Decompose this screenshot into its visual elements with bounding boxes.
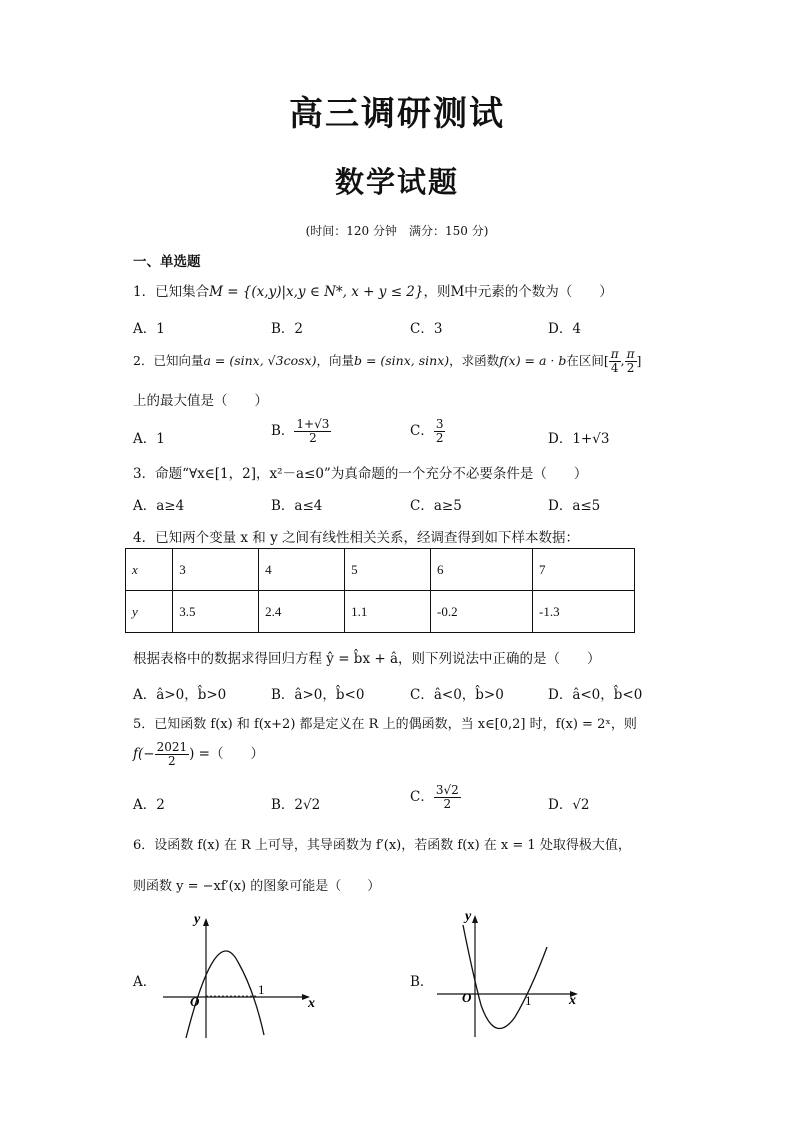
q2-option-a[interactable]: A．1 xyxy=(133,431,165,447)
q6-option-a-label[interactable]: A． xyxy=(133,974,157,990)
table-cell: 7 xyxy=(532,549,634,591)
q3-option-c[interactable]: C．a≥5 xyxy=(410,498,462,514)
page-subtitle: 数学试题 xyxy=(334,165,459,199)
q4-option-a[interactable]: A．â>0，b̂>0 xyxy=(133,687,227,703)
graph-b-curve xyxy=(463,925,547,1029)
question-5: 5．已知函数 f(x) 和 f(x+2) 都是定义在 R 上的偶函数，当 x∈[0,2] 时，f(x) = 2ˣ，则 xyxy=(133,717,637,732)
q1-option-d[interactable]: D．4 xyxy=(548,321,581,337)
question-6: 6．设函数 f(x) 在 R 上可导，其导函数为 f′(x)，若函数 f(x) 在 x = 1 处取得极大值， xyxy=(133,838,631,853)
q2-interval-start: $\frac{\pi}{4}$ xyxy=(610,347,619,376)
table-cell: y xyxy=(126,591,173,633)
q5-option-a[interactable]: A．2 xyxy=(133,797,165,813)
graph-b-x-label: x xyxy=(569,993,576,1008)
table-row-x xyxy=(126,549,635,591)
q2-option-b[interactable]: B． $\frac{1+√3}{2}$ xyxy=(271,417,330,446)
q2-function: f(x) = a · b xyxy=(499,353,567,369)
q5-option-d[interactable]: D．√2 xyxy=(548,797,590,813)
table-cell: x xyxy=(126,549,173,591)
q4-regression-text: 根据表格中的数据求得回归方程 ŷ = b̂x + â，则下列说法中正确的是（ ） xyxy=(133,651,601,667)
q4-option-c[interactable]: C．â<0，b̂>0 xyxy=(410,687,504,703)
q2-mid3: 在区间[ xyxy=(566,353,609,369)
q4-option-d[interactable]: D．â<0，b̂<0 xyxy=(548,687,643,703)
table-cell: 3 xyxy=(173,549,259,591)
q5-option-c[interactable]: C． $\frac{3√2}{2}$ xyxy=(410,783,459,812)
section-title: 一、单选题 xyxy=(133,254,201,270)
question-4: 4．已知两个变量 x 和 y 之间有线性相关关系，经调查得到如下样本数据： xyxy=(133,530,579,546)
q1-lead: 1．已知集合 xyxy=(133,284,210,300)
table-cell: 2.4 xyxy=(259,591,345,633)
q2-interval-end: $\frac{\pi}{2}$ xyxy=(626,347,635,376)
q2-option-c[interactable]: C． $\frac{3}{2}$ xyxy=(410,417,444,446)
q2-vector-a: a = (sinx, √3cosx) xyxy=(203,353,317,369)
table-cell: 3.5 xyxy=(173,591,259,633)
y-axis-arrow-icon xyxy=(203,918,209,926)
q2-vector-b: b = (sinx, sinx) xyxy=(353,353,450,369)
graph-a-x-label: x xyxy=(308,996,315,1011)
q5-option-b[interactable]: B．2√2 xyxy=(271,797,321,813)
sample-data-table xyxy=(125,548,635,633)
table-cell: 1.1 xyxy=(345,591,431,633)
table-cell: 4 xyxy=(259,549,345,591)
y-axis-arrow-icon xyxy=(472,915,478,923)
question-1 xyxy=(133,280,613,300)
q2-mid: ，向量 xyxy=(316,353,354,369)
q6-option-b-label[interactable]: B． xyxy=(410,974,434,990)
question-2: 2．已知向量a = (sinx, √3cosx)，向量b = (sinx, sinx)，求函数f(x) = a · b在区间[ $\frac{\pi}{4}$ , $\frac{\pi}{2}$ ] xyxy=(133,347,642,376)
graph-b-y-label: y xyxy=(465,909,472,924)
table-cell: 6 xyxy=(431,549,533,591)
question-3: 3．命题“∀x∈[1，2]，x²－a≤0”为真命题的一个充分不必要条件是（ ） xyxy=(133,466,588,482)
exam-info: (时间：120 分钟 满分：150 分) xyxy=(305,224,489,238)
page-title: 高三调研测试 xyxy=(289,94,505,134)
table-cell: -0.2 xyxy=(431,591,533,633)
q1-option-a[interactable]: A．1 xyxy=(133,321,165,337)
table-cell: 5 xyxy=(345,549,431,591)
q2-lead: 2．已知向量 xyxy=(133,353,204,369)
q2-mid2: ，求函数 xyxy=(449,353,500,369)
graph-a-origin-label: O xyxy=(190,994,200,1009)
q3-option-d[interactable]: D．a≤5 xyxy=(548,498,601,514)
q2-option-d[interactable]: D．1+√3 xyxy=(548,431,610,447)
q3-option-b[interactable]: B．a≤4 xyxy=(271,498,323,514)
table-row-y xyxy=(126,591,635,633)
q1-set-expr: M = {(x,y)|x,y ∈ N*, x + y ≤ 2} xyxy=(209,284,424,300)
q1-option-b[interactable]: B．2 xyxy=(271,321,304,337)
q6-line2: 则函数 y = −xf′(x) 的图象可能是（ ） xyxy=(133,879,381,894)
q6-graph-a[interactable] xyxy=(158,910,318,1040)
q1-tail: ，则M中元素的个数为（ ） xyxy=(423,284,613,300)
graph-b-origin-label: O xyxy=(462,990,472,1005)
q3-option-a[interactable]: A．a≥4 xyxy=(133,498,185,514)
q1-option-c[interactable]: C．3 xyxy=(410,321,443,337)
q4-option-b[interactable]: B．â>0，b̂<0 xyxy=(271,687,365,703)
graph-a-one-label: 1 xyxy=(258,982,265,997)
q2-line2: 上的最大值是（ ） xyxy=(133,393,268,409)
q6-graph-b[interactable] xyxy=(435,905,585,1040)
graph-a-y-label: y xyxy=(194,912,201,927)
q5-expression: f(− $\frac{2021}{2}$ ) =（ ） xyxy=(133,740,264,769)
table-cell: -1.3 xyxy=(532,591,634,633)
graph-b-one-label: 1 xyxy=(525,993,532,1008)
